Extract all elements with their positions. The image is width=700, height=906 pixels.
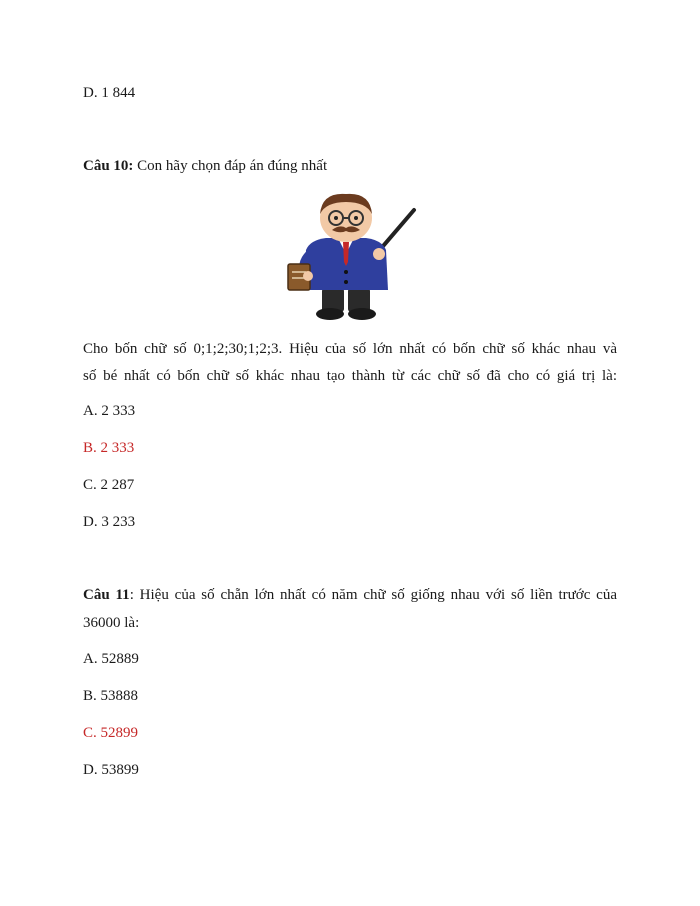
q11-option-b: B. 53888 [83,688,139,704]
q10-option-a: A. 2 333 [83,403,136,419]
prev-option-d: D. 1 844 [83,85,136,101]
q10-option-d: D. 3 233 [83,514,136,530]
q10-body-line-1: Cho bốn chữ số 0;1;2;30;1;2;3. Hiệu của số lớn nhất có bốn chữ số khác nhau và [83,341,617,357]
teacher-with-pointer-icon [282,190,418,322]
q11-option-d: D. 53899 [83,762,139,778]
q10-prompt: Con hãy chọn đáp án đúng nhất [137,158,328,174]
q10-option-b: B. 2 333 [83,440,135,456]
q11-option-a: A. 52889 [83,651,139,667]
q10-option-c: C. 2 287 [83,477,135,493]
q11-option-c: C. 52899 [83,725,139,741]
q11-prompt-line-1: : Hiệu của số chẵn lớn nhất có năm chữ số giống nhau với số liền trước của [129,587,618,603]
q10-heading [83,156,327,176]
q11-label: Câu 11 [83,587,130,603]
q11-heading-line-1 [83,585,617,605]
q11-prompt-line-2: 36000 là: [83,615,140,631]
q10-label: Câu 10: [83,158,134,174]
q10-body-line-2: số bé nhất có bốn chữ số khác nhau tạo thành từ các chữ số đã cho có giá trị là: [83,368,617,384]
